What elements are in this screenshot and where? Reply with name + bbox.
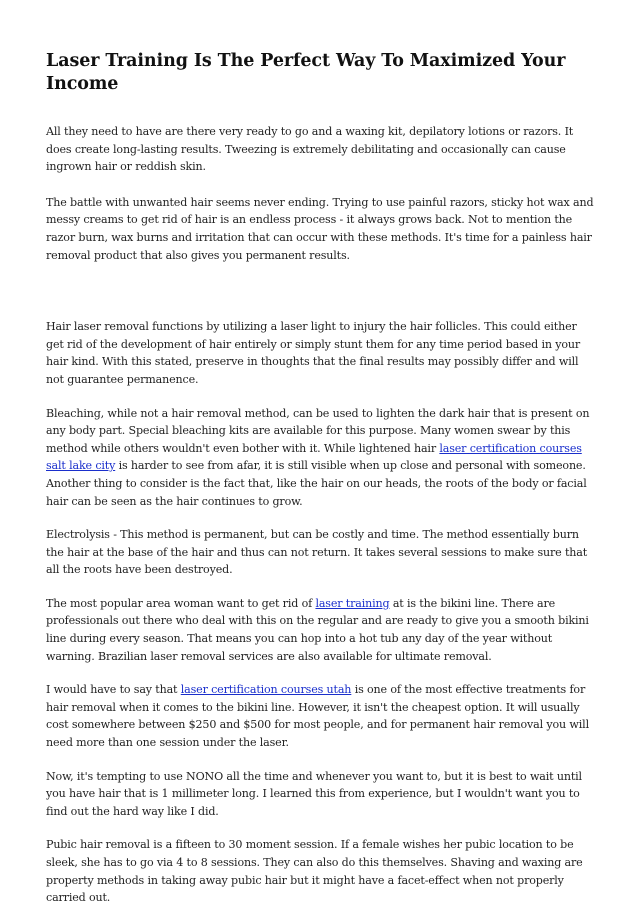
paragraph: Hair laser removal functions by utilizing a laser light to injury the hair follicles. This could either get rid of the development of hair entirely or simply stunt them for any time period based in your hair kind. With this stated, preserve in thoughts that the final results may possibly differ and will not guarantee permanence. — [46, 320, 581, 386]
paragraph: All they need to have are there very ready to go and a waxing kit, depilatory lotions or razors. It does create long-lasting results. Tweezing is extremely debilitating and occasionally can cause ingrown hair or reddish skin. — [46, 125, 574, 174]
paragraph: Now, it's tempting to use NONO all the time and whenever you want to, but it is best to wait until you have hair that is 1 millimeter long. I learned this from experience, but I wouldn't want you to find out the hard way like I did. — [46, 769, 582, 818]
paragraph-text: Bleaching, while not a hair removal method, can be used to lighten the dark hair that is present on any body part. Special bleaching kits are available for this purpose. Many women swear by this method while others wouldn't even bother with it. While lightened hair — [46, 406, 590, 455]
paragraph-text: at is the bikini line. There are professionals out there who deal with this on the regular and are ready to give you a smooth bikini line during every season. That means you can hop into a hot tub any day of the year without warning. Brazilian laser removal services are also available for ultimate removal. — [46, 596, 589, 663]
paragraph-text: is harder to see from afar, it is still visible when up close and personal with someone. Another thing to consider is the fact that, like the hair on our heads, the roots of the body or facial hair can be seen as the hair continues to grow. — [46, 459, 587, 508]
link-laser-training[interactable]: laser training — [315, 596, 390, 610]
paragraph: The battle with unwanted hair seems never ending. Trying to use painful razors, sticky hot wax and messy creams to get rid of hair is an endless process - it always grows back. Not to mention the razor burn, wax burns and irritation that can occur with these methods. It's time for a painless hair removal product that also gives you permanent results. — [46, 195, 594, 262]
paragraph-text: The most popular area woman want to get rid of — [46, 596, 316, 610]
paragraph — [46, 681, 596, 751]
paragraph-text: I would have to say that — [46, 683, 181, 697]
document-title: Laser Training Is The Perfect Way To Maximized Your Income — [46, 51, 566, 94]
paragraph: Electrolysis - This method is permanent, but can be costly and time. The method essentially burn the hair at the base of the hair and thus can not return. It takes several sessions to make sure that all the roots have been destroyed. — [46, 528, 588, 577]
paragraph — [46, 405, 596, 511]
document-page — [46, 50, 596, 907]
paragraph — [46, 595, 596, 665]
link-laser-certification-courses-salt-lake-city[interactable]: laser certification courses salt lake city — [46, 441, 582, 473]
paragraph: Pubic hair removal is a fifteen to 30 moment session. If a female wishes her pubic location to be sleek, she has to go via 4 to 8 sessions. They can also do this themselves. Shaving and waxing are property methods in taking away pubic hair but it might have a facet-effect when not properly carried out. — [46, 838, 583, 905]
paragraph-text: is one of the most effective treatments for hair removal when it comes to the bikini line. However, it isn't the cheapest option. It will usually cost somewhere between $250 and $500 for most people, and for permanent hair removal you will need more than one session under the laser. — [46, 683, 589, 750]
link-laser-certification-courses-utah[interactable]: laser certification courses utah — [180, 683, 352, 697]
